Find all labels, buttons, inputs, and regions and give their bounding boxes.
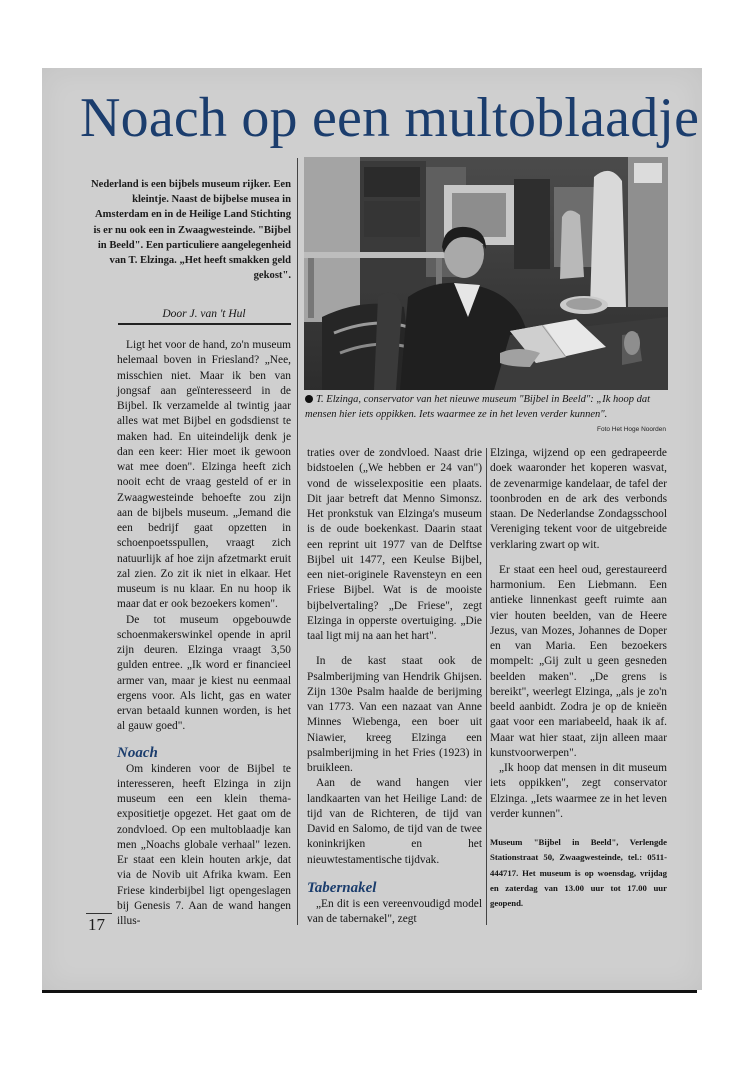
bullet-icon	[305, 395, 313, 403]
paragraph: Om kinderen voor de Bijbel te interesseren, heeft Elzinga in zijn museum een een klein thema-expositietje opgezet. Het gaat om de zondvloed. Op een multoblaadje kan men „Noachs globale verhaal" lezen. Er staat een klein houten arkje, dat via de Novib uit Afrika kwam. Een Friese kinderbijbel ligt opengeslagen bij Genesis 7. Aan de wand hangen illus-	[117, 762, 291, 927]
article-column-1	[117, 338, 291, 929]
byline-rule	[118, 323, 291, 325]
column-divider	[486, 448, 487, 925]
article-photo	[304, 157, 668, 390]
column-divider	[297, 158, 298, 925]
page-bottom-rule	[42, 990, 697, 993]
section-heading-noach: Noach	[117, 744, 158, 761]
page-number: 17	[88, 915, 105, 934]
photo-credit: Foto Het Hoge Noorden	[596, 426, 666, 433]
paragraph: Ligt het voor de hand, zo'n museum helemaal boven in Friesland? „Nee, misschien niet. Maar ik ben van jongsaf aan geïnteresseerd in de Bijbel. Ik verzamelde al twintig jaar alles wat met Bijbel en godsdienst te maken had. En uiteindelijk denk je dan een keer: Hier moet ik gewoon wat mee doen". Elzinga heeft zich nooit echt de vraag gesteld of er in Zwaagwesteinde behoefte zou zijn aan de bijbels museum. „Jemand die een bedrijf gaat opzetten in schoenpoetsspullen, vraagt zich natuurlijk af hoe zijn afzetmarkt eruit zal zien. Zo zit ik niet in elkaar. Het museum is nu klaar. En nu hoop ik maar dat er ook bezoekers komen".	[117, 339, 291, 611]
paragraph: „Ik hoop dat mensen in dit museum iets oppikken", zegt conservator Elzinga. „Iets waarmee ze in het leven verder kunnen".	[490, 762, 667, 820]
article-column-2	[307, 446, 482, 927]
museum-info: Museum "Bijbel in Beeld", Verlengde Stationstraat 50, Zwaagwesteinde, tel.: 0511-444717. Het museum is op woensdag, vrijdag en zaterdag van 13.00 uur tot 17.00 uur geopend.	[490, 837, 667, 909]
page-number-rule	[86, 913, 112, 914]
paragraph: „En dit is een vereenvoudigd model van de tabernakel", zegt	[307, 897, 482, 925]
photo-caption	[305, 393, 667, 422]
article-column-3	[490, 446, 667, 911]
byline: Door J. van 't Hul	[162, 308, 246, 320]
paragraph: Elzinga, wijzend op een gedrapeerde doek waaronder het koperen wasvat, de zevenarmige kandelaar, de tafel der toonbroden en de ark des verbonds staan. De Nederlandse Zondagsschool Vereniging tekent voor de uitgebreide verklaring zwart op wit.	[490, 447, 667, 551]
lead-paragraph: Nederland is een bijbels museum rijker. Een kleintje. Naast de bijbelse musea in Amsterdam en in de Heilige Land Stichting is er nu ook een in Zwaagwesteinde. "Bijbel in Beeld". Een particuliere aangelegenheid van T. Elzinga. „Het heeft smakken geld gekost".	[90, 179, 291, 282]
paragraph: De tot museum opgebouwde schoenmakerswinkel opende in april zijn deuren. Elzinga vraagt 3,50 gulden entree. „Ik word er financieel armer van, maar je kiest nu eenmaal ergens voor. Als licht, gas en water ervan betaald kunnen worden, is het al gauw goed".	[117, 613, 291, 733]
paragraph: Aan de wand hangen vier landkaarten van het Heilige Land: de tijd van de Richteren, de tijd van David en Salomo, de tijd van de twee koninkrijken en het nieuwtestamentische tijdvak.	[307, 777, 482, 866]
paragraph: traties over de zondvloed. Naast drie bidstoelen („We hebben er 24 van") vond de wisselexpositie een plaats. Dit jaar betreft dat Menno Simonsz. Het pronkstuk van Elzinga's museum is de oude boekenkast. Daarin staat een reprint uit 1977 van de Delftse Bijbel uit 1477, een Keulse Bijbel, een niet-originele Ravensteyn en een Friese Bijbel. Wat is de mooiste bijbelvertaling? „De Friese", zegt Elzinga in opperste overtuiging. „Die taal ligt mij na aan het hart".	[307, 447, 482, 642]
paragraph: In de kast staat ook de Psalmberijming van Hendrik Ghijsen. Zijn 130e Psalm haalde de berijming van 1773. Van een nazaat van Anne Minnes Wiebenga, een boer uit Niawier, kreeg Elzinga een psalmberijming in het Fries (1923) in bruikleen.	[307, 655, 482, 774]
caption-text: T. Elzinga, conservator van het nieuwe museum "Bijbel in Beeld": „Ik hoop dat mensen hier iets oppikken. Iets waarmee ze in het leven verder kunnen".	[305, 394, 651, 420]
article-title: Noach op een multoblaadje	[80, 87, 700, 149]
section-heading-tabernakel: Tabernakel	[307, 879, 377, 896]
paragraph: Er staat een heel oud, gerestaureerd harmonium. Een Liebmann. Een antieke linnenkast geeft ruimte aan vier houten beelden, van de Heere Jezus, van Mozes, Johannes de Doper en van Maria. Een bezoekers mompelt: „Gij zult u geen gesneden beelden maken". „De grens is bereikt", weerlegt Elzinga, „als je zo'n beeld aanbidt. Zodra je op de knieën gaat voor een mariabeeld, haak ik af. Maar wat hier staat, zijn alleen maar kunstvoorwerpen".	[490, 563, 667, 759]
